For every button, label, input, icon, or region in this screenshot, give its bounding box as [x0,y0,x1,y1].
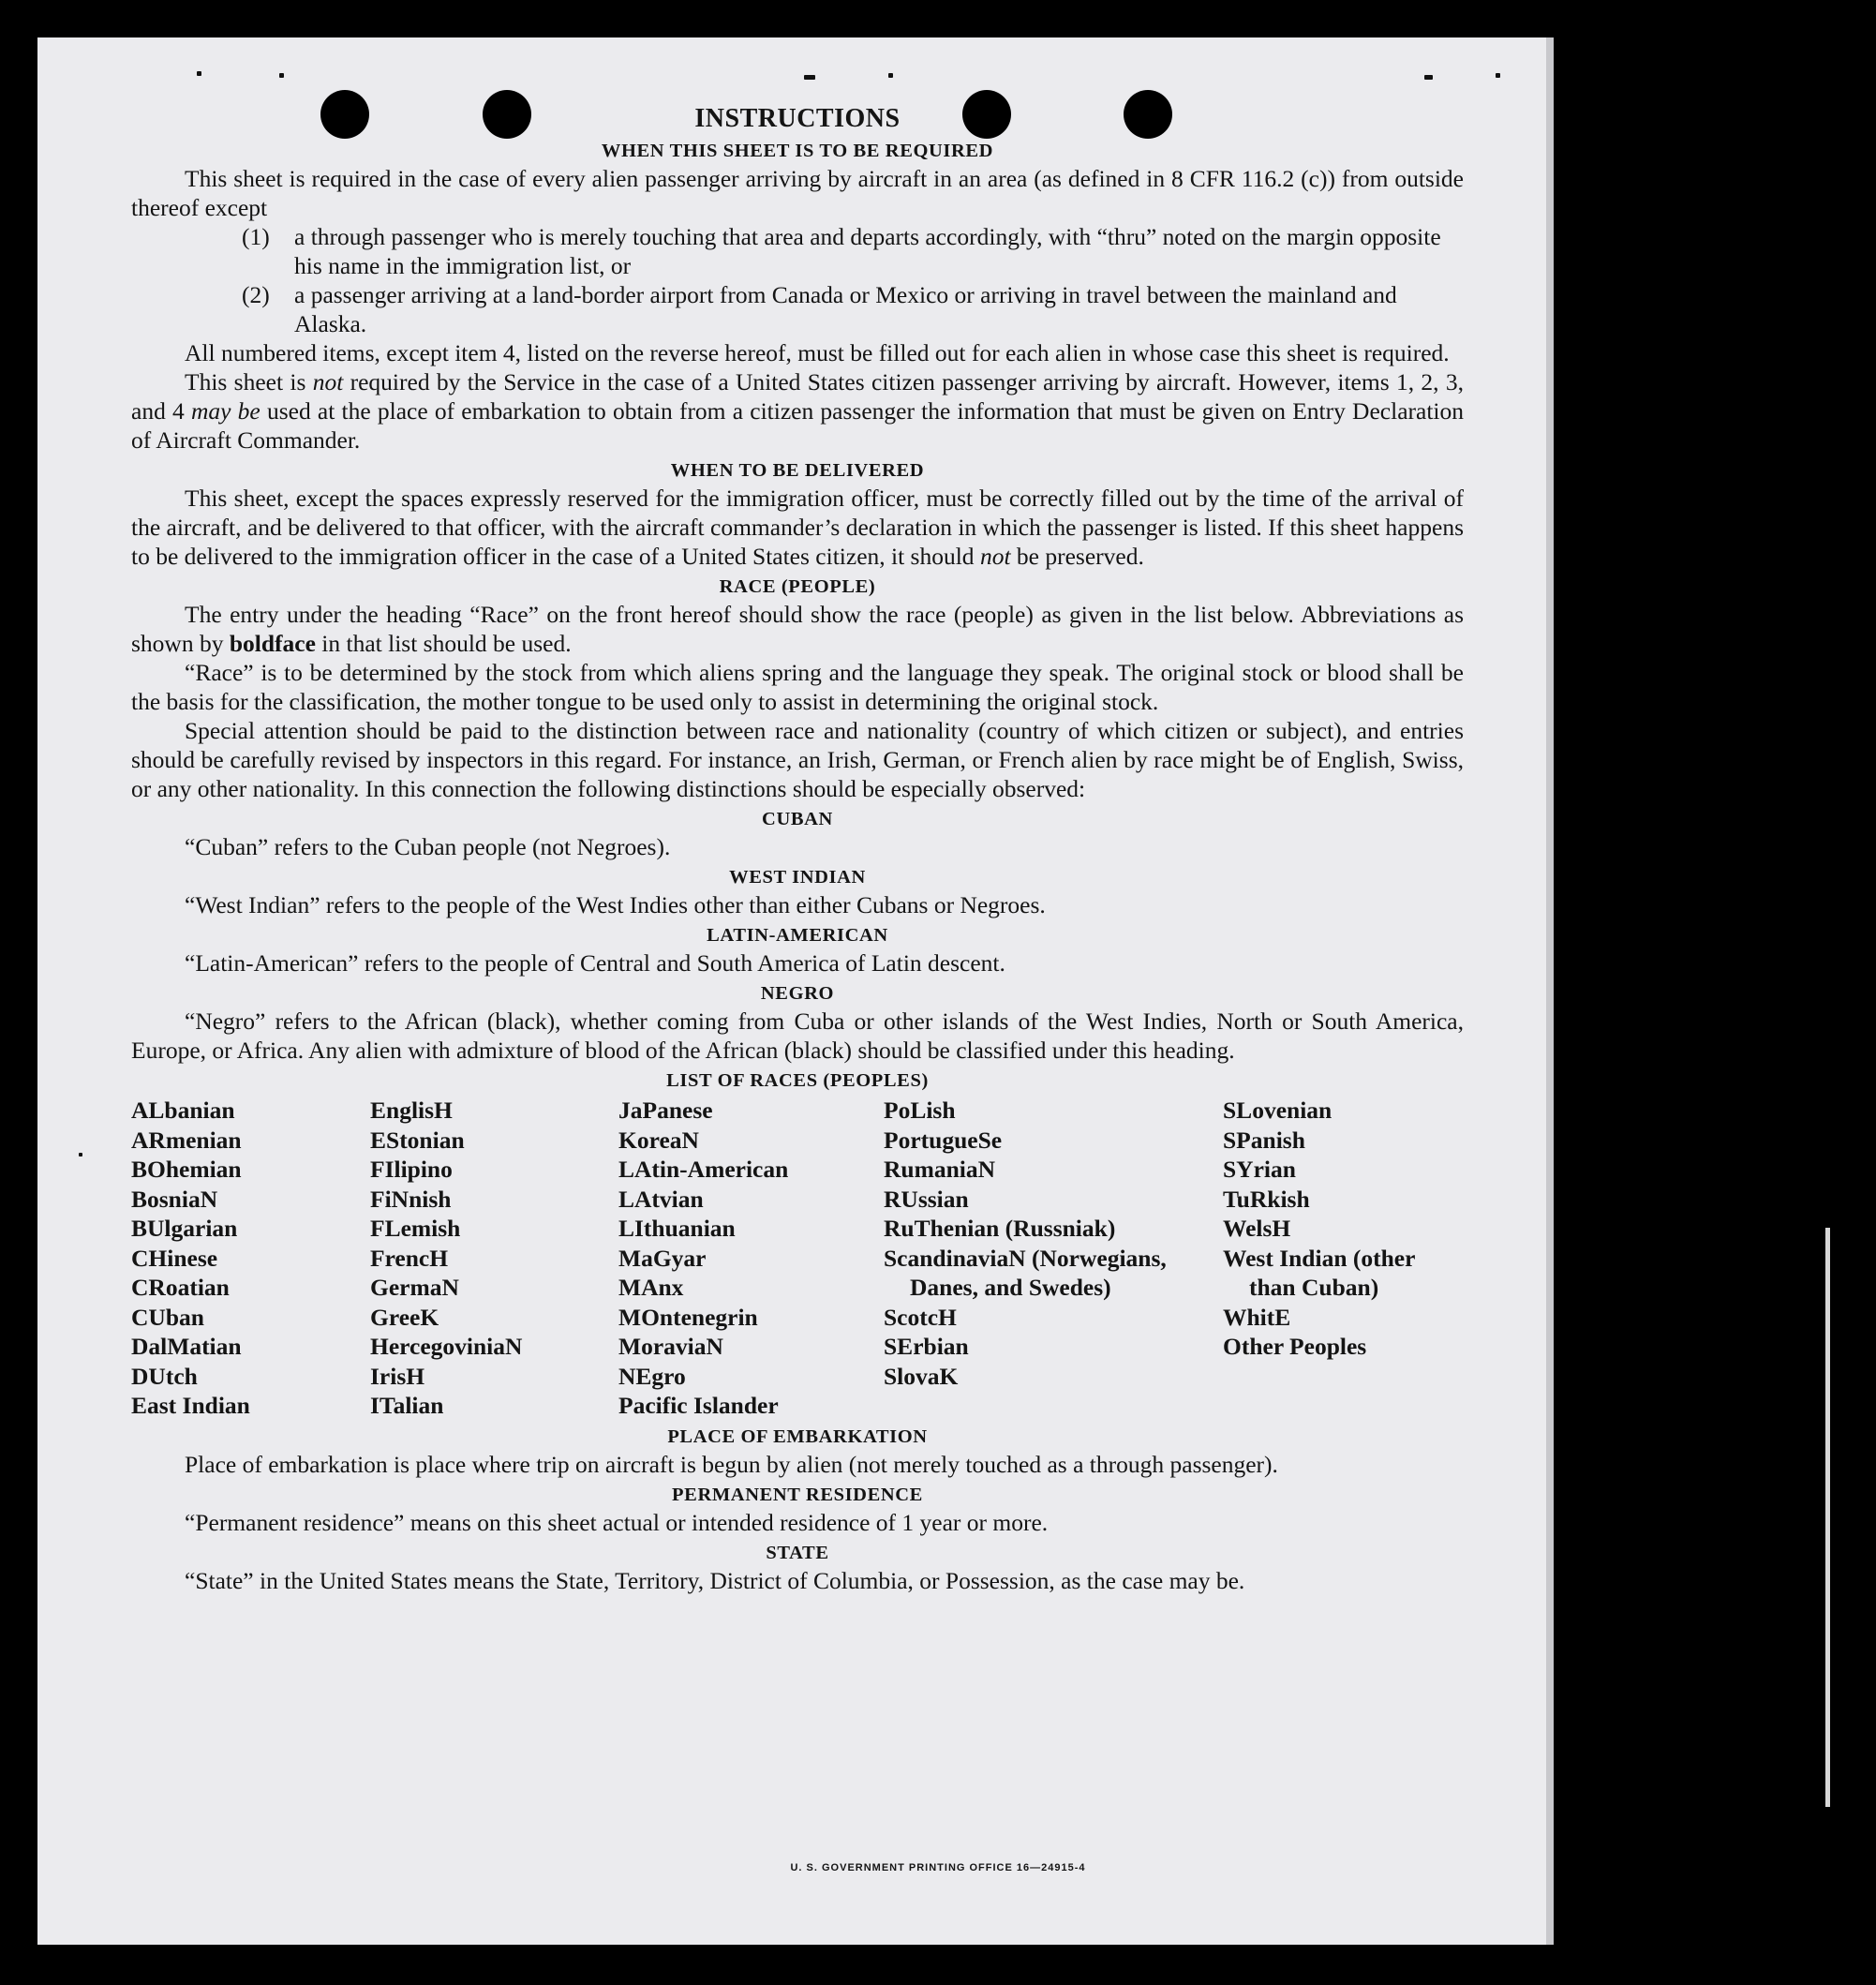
races-column-5 [1223,1096,1464,1421]
printing-office-footer: U. S. GOVERNMENT PRINTING OFFICE 16—24915-4 [790,1862,1086,1873]
race-item: JaPanese [618,1097,713,1124]
race-item: BosniaN [131,1185,218,1213]
edge-scan-mark [1825,1228,1830,1807]
race-item: LAtin-American [618,1156,789,1183]
heading-list-of-races: LIST OF RACES (PEOPLES) [666,1070,929,1091]
embarkation-text: Place of embarkation is place where trip on aircraft is begun by alien (not merely touched as a through passenger). [185,1450,1278,1478]
race-item: FLemish [370,1215,461,1242]
race-item: Other Peoples [1223,1333,1367,1360]
race-item: SLovenian [1223,1097,1333,1124]
race-paragraph-3: Special attention should be paid to the distinction between race and nationality (country of which citizen or subject), and entries should be carefully revised by inspectors in this regard. For instance, an Irish, German, or French alien by race might be of English, Swiss, or any other nationality. In this connection the following distinctions should be especially observed: [131,717,1464,802]
state-text: “State” in the United States means the State, Territory, District of Columbia, or Possession, as the case may be. [185,1566,1245,1594]
page-title: INSTRUCTIONS [694,104,901,133]
race-item: SPanish [1223,1126,1305,1154]
race-item: IrisH [370,1362,425,1390]
race-item: DalMatian [131,1333,242,1360]
race-item: GreeK [370,1303,439,1331]
race-item: CUban [131,1303,204,1331]
race-item: RumaniaN [884,1156,996,1183]
race-item: East Indian [131,1392,250,1419]
race-item: CRoatian [131,1274,230,1301]
numbered-items-paragraph: All numbered items, except item 4, listed on the reverse hereof, must be filled out for each alien in whose case this sheet is required. [185,339,1450,366]
race-item: ITalian [370,1392,444,1419]
heading-state: STATE [766,1542,829,1563]
race-item: Pacific Islander [618,1392,779,1419]
heading-when-delivered: WHEN TO BE DELIVERED [670,460,925,481]
heading-latin-american: LATIN-AMERICAN [707,925,888,946]
races-column-2 [370,1096,618,1421]
heading-cuban: CUBAN [762,809,833,829]
heading-place-of-embarkation: PLACE OF EMBARKATION [667,1425,928,1447]
race-item: MAnx [618,1274,684,1301]
race-item: MaGyar [618,1244,707,1272]
race-item: EnglisH [370,1097,453,1124]
races-column-1 [131,1096,370,1421]
race-item: KoreaN [618,1126,699,1154]
when-required-intro: This sheet is required in the case of every alien passenger arriving by aircraft in an area (as defined in 8 CFR 116.2 (c)) from outside thereof except [131,165,1464,221]
race-item: BUlgarian [131,1215,238,1242]
race-item: SlovaK [884,1362,959,1390]
heading-when-required: WHEN THIS SHEET IS TO BE REQUIRED [601,141,994,161]
race-item: NEgro [618,1362,686,1390]
race-paragraph-2: “Race” is to be determined by the stock from which aliens spring and the language they speak. The original stock or blood shall be the basis for the classification, the mother tongue to be used only to assist in determining the original stock. [131,659,1464,715]
exception-item-1 [131,222,1464,280]
delivery-paragraph: This sheet, except the spaces expressly reserved for the immigration officer, must be correctly filled out by the time of the arrival of the aircraft, and be delivered to that officer, with the aircraft commander’s declaration in which the passenger is listed. If this sheet happens to be delivered to the immigration officer in the case of a United States citizen, it should not be preserved. [131,485,1464,570]
race-paragraph-1: The entry under the heading “Race” on the front hereof should show the race (people) as given in the list below. Abbreviations as shown by boldface in that list should be used. [131,601,1464,657]
race-item: GermaN [370,1274,459,1301]
citizen-paragraph: This sheet is not required by the Service in the case of a United States citizen passenger arriving by aircraft. However, items 1, 2, 3, and 4 may be used at the place of embarkation to obtain from a citizen passenger the information that must be given on Entry Declaration of Aircraft Commander. [131,368,1464,454]
west-indian-text: “West Indian” refers to the people of the West Indies other than either Cubans or Negroes. [185,891,1046,918]
negro-text: “Negro” refers to the African (black), whether coming from Cuba or other islands of the West Indies, North or South America, Europe, or Africa. Any alien with admixture of blood of the African (black) should be classified under this heading. [131,1007,1464,1064]
exception-item-2 [131,280,1464,338]
race-item: EStonian [370,1126,465,1154]
race-item: DUtch [131,1362,198,1390]
race-item: FiNnish [370,1185,452,1213]
race-item: CHinese [131,1244,218,1272]
races-column-3 [618,1096,884,1421]
race-item: ScandinaviaN (Norwegians, Danes, and Swedes) [884,1244,1167,1301]
exception-text: a passenger arriving at a land-border airport from Canada or Mexico or arriving in travel between the mainland and Alaska. [294,281,1397,337]
race-item: MoraviaN [618,1333,723,1360]
race-item: BOhemian [131,1156,242,1183]
race-item: West Indian (other than Cuban) [1223,1244,1415,1301]
race-item: RuThenian (Russniak) [884,1215,1116,1242]
heading-race: RACE (PEOPLE) [719,576,876,597]
race-item: FrencH [370,1244,449,1272]
race-item: MOntenegrin [618,1303,758,1331]
race-item: ScotcH [884,1303,957,1331]
latin-american-text: “Latin-American” refers to the people of Central and South America of Latin descent. [185,949,1005,977]
race-item: ALbanian [131,1097,235,1124]
instructions-document [131,103,1464,1595]
cuban-text: “Cuban” refers to the Cuban people (not Negroes). [185,833,671,860]
races-column-4 [884,1096,1223,1421]
race-item: TuRkish [1223,1185,1310,1213]
race-item: RUssian [884,1185,969,1213]
race-item: ARmenian [131,1126,242,1154]
race-item: SYrian [1223,1156,1296,1183]
races-table [131,1096,1464,1421]
residence-text: “Permanent residence” means on this sheet actual or intended residence of 1 year or more. [185,1508,1049,1536]
race-item: LAtvian [618,1185,704,1213]
heading-west-indian: WEST INDIAN [729,867,866,888]
race-item: WhitE [1223,1303,1291,1331]
exception-number: (1) [242,223,270,250]
heading-negro: NEGRO [760,983,835,1004]
race-item: LIthuanian [618,1215,736,1242]
race-item: PoLish [884,1097,956,1124]
race-item: HercegoviniaN [370,1333,523,1360]
exception-text: a through passenger who is merely touching that area and departs accordingly, with “thru” noted on the margin opposite his name in the immigration list, or [294,223,1441,279]
race-item: SErbian [884,1333,969,1360]
exception-number: (2) [242,281,270,308]
race-item: PortugueSe [884,1126,1003,1154]
race-item: WelsH [1223,1215,1291,1242]
heading-permanent-residence: PERMANENT RESIDENCE [672,1484,923,1505]
race-item: FIlipino [370,1156,453,1183]
